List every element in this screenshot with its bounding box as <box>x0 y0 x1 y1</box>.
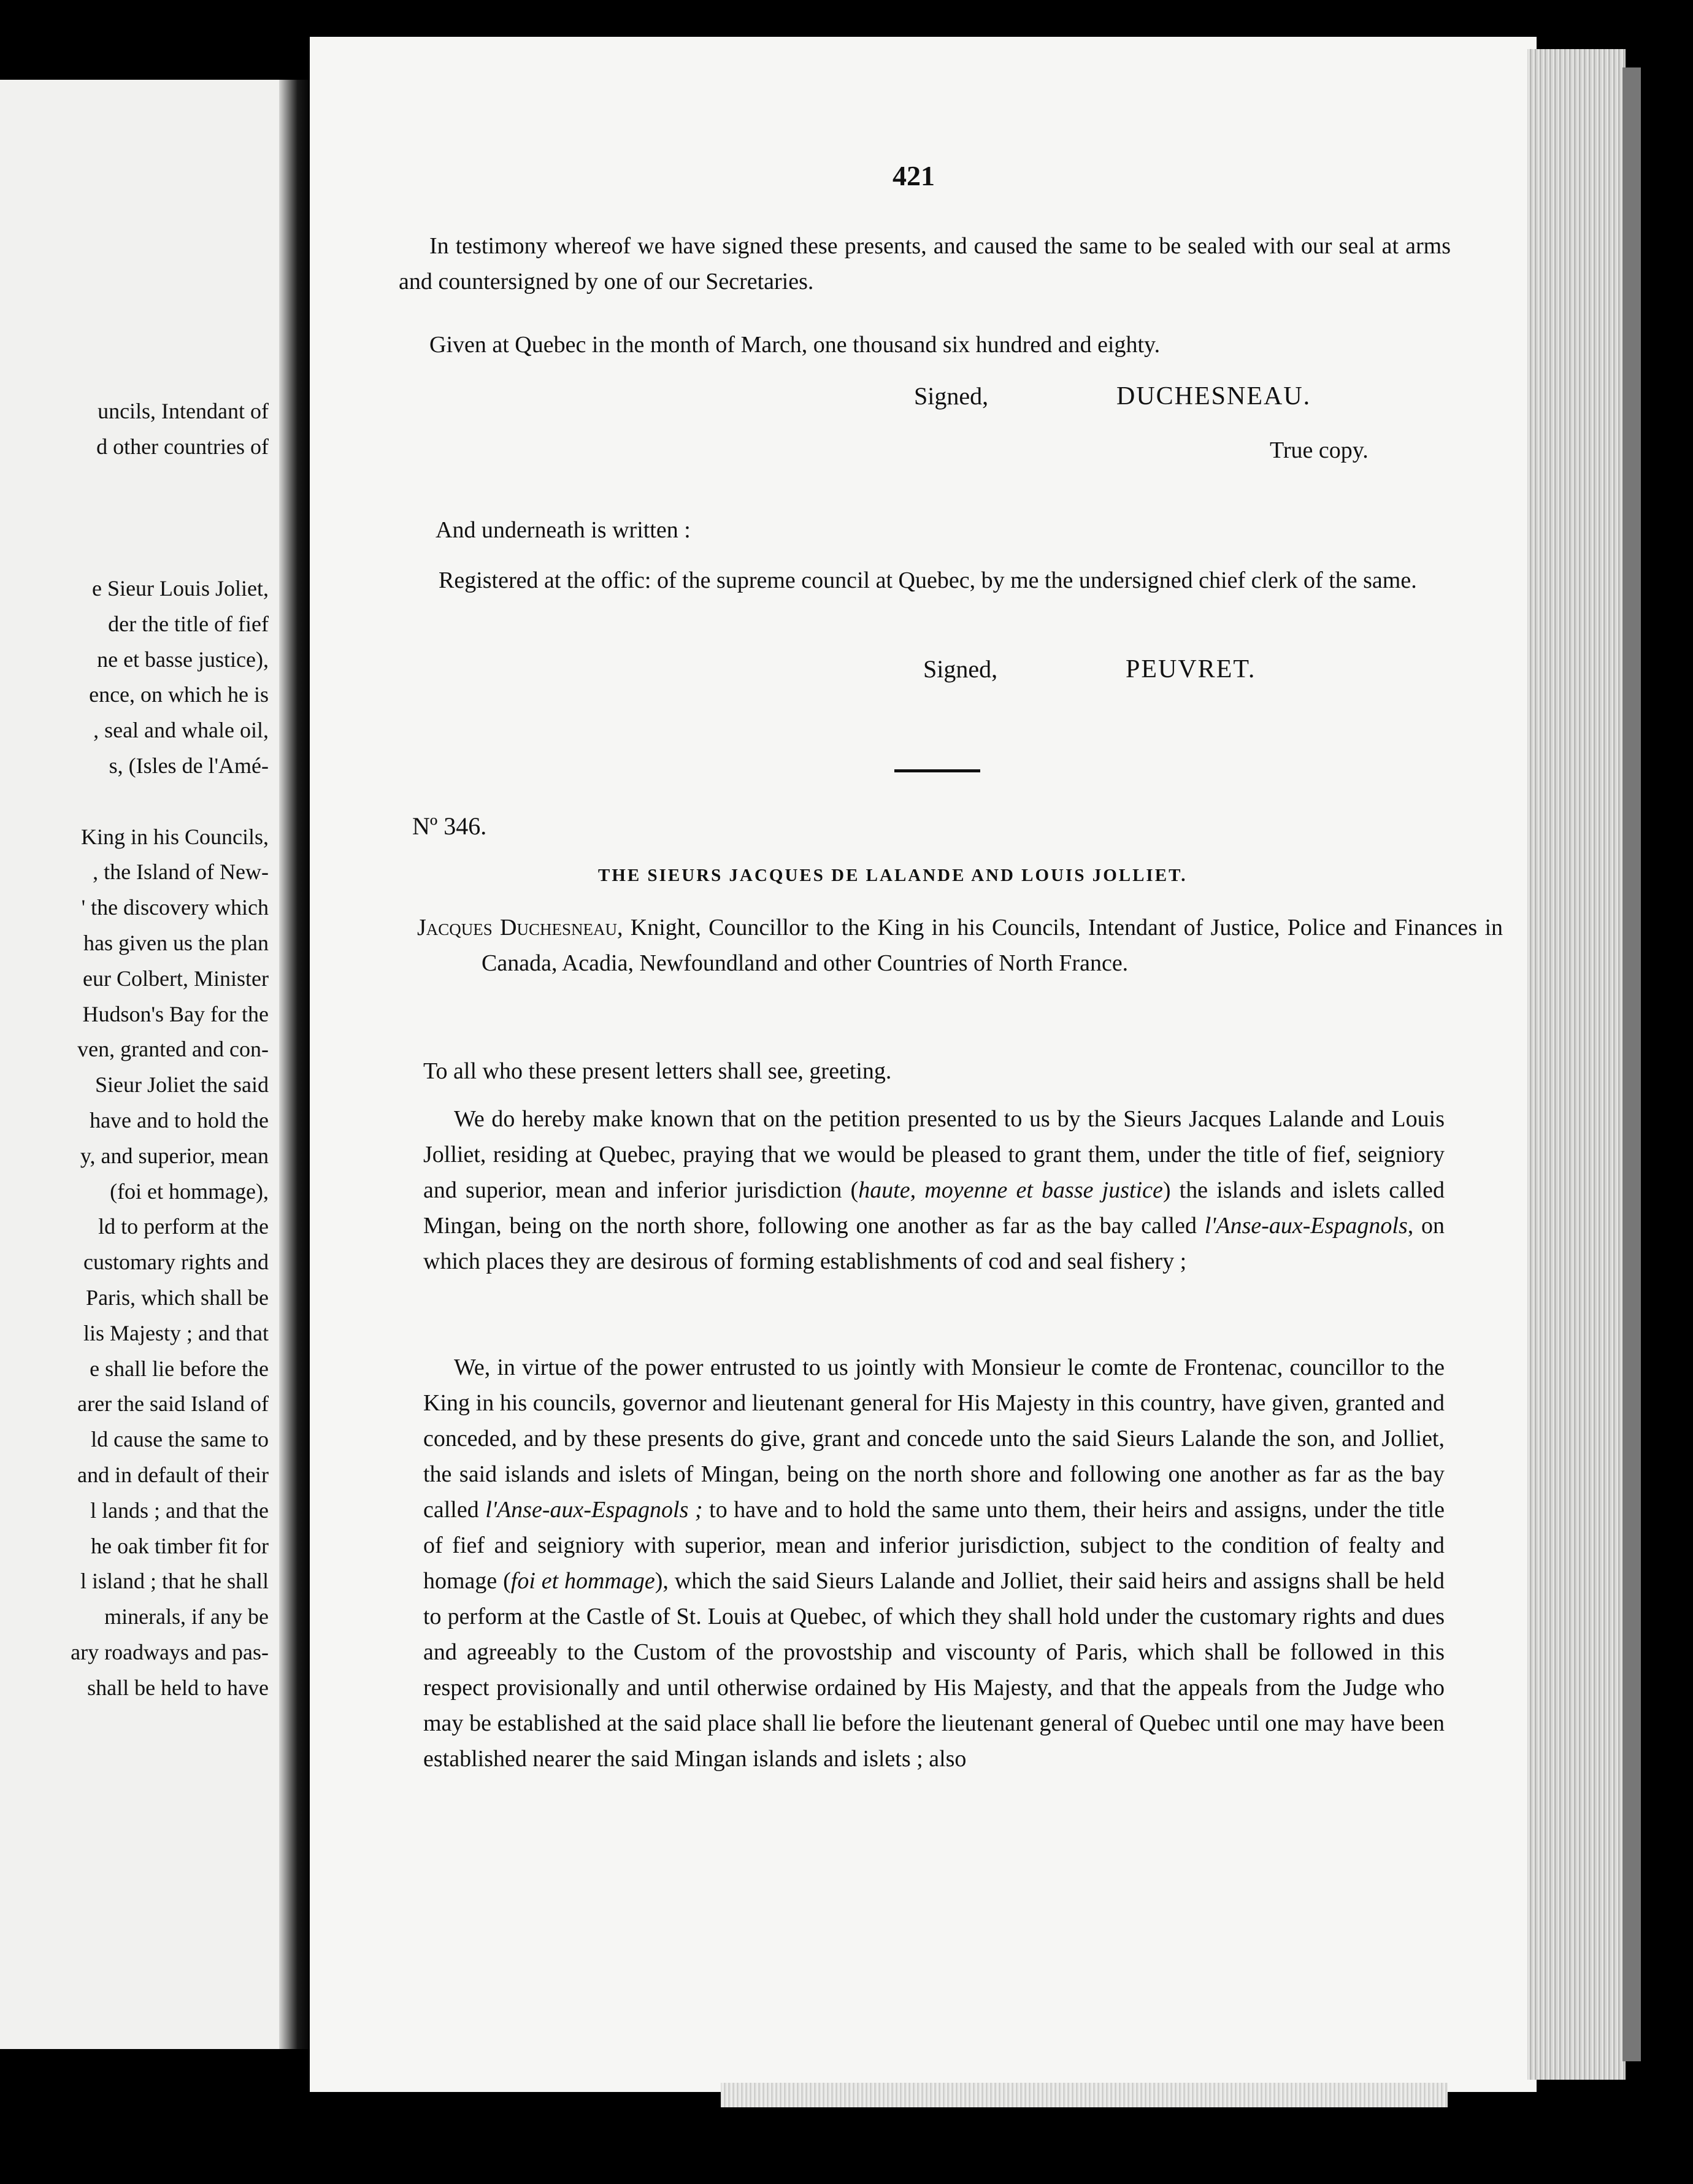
page-edges <box>1527 49 1626 2080</box>
left-page-line: Sieur Joliet the said <box>95 1072 269 1098</box>
italic-term: haute, moyenne et basse justice <box>858 1177 1163 1203</box>
left-page-line: Paris, which shall be <box>86 1285 269 1310</box>
left-page-line: eur Colbert, Minister <box>83 966 269 991</box>
left-page-line: ne et basse justice), <box>97 647 269 672</box>
left-page-line: shall be held to have <box>87 1675 269 1700</box>
petition-paragraph <box>423 1101 1445 1279</box>
text-run: , on which places they are desirous of forming establishments of cod and seal fishery ; <box>423 1213 1445 1274</box>
intendant-name: Jacques Duchesneau, <box>417 915 623 940</box>
left-page-line: customary rights and <box>83 1250 269 1275</box>
left-page-line: ld cause the same to <box>91 1427 269 1452</box>
left-page-line: Hudson's Bay for the <box>82 1001 269 1026</box>
left-page-line <box>71 536 269 571</box>
given-line: Given at Quebec in the month of March, one thousand six hundred and eighty. <box>429 332 1161 358</box>
left-page-line: arer the said Island of <box>77 1391 269 1417</box>
left-page-line: der the title of fief <box>108 611 269 636</box>
left-page-line: s, (Isles de l'Amé- <box>109 753 269 778</box>
left-page-line: y, and superior, mean <box>80 1143 269 1168</box>
text-run: We, in virtue of the power entrusted to us jointly with Monsieur le comte de Frontenac, councillor to the King in his councils, governor and lieutenant general for His Majesty in this country, have given, granted and conceded, and by these presents do give, grant and concede unto the said Sieurs Lalande the son, and Jolliet, the said islands and islets of Mingan, being on the north shore and following one another as far as the bay called <box>423 1355 1445 1523</box>
left-page-line: lis Majesty ; and that <box>83 1320 269 1345</box>
registered-paragraph: Registered at the offic: of the supreme council at Quebec, by me the undersigned chief clerk of the same. <box>439 567 1417 593</box>
signed-label: Signed, <box>914 382 989 410</box>
signer-name: DUCHESNEAU. <box>1116 382 1311 410</box>
text-run: ) the islands and islets called Mingan, being on the north shore, following one another as far as the bay called <box>423 1177 1445 1239</box>
left-facing-page <box>0 80 307 2049</box>
section-divider <box>894 769 980 772</box>
left-page-line: l island ; that he shall <box>80 1569 269 1594</box>
left-page-line: , the Island of New- <box>93 859 269 885</box>
left-page-text <box>71 394 269 1705</box>
left-page-line <box>71 500 269 536</box>
page-number: 421 <box>893 160 935 191</box>
left-page-line: uncils, Intendant of <box>98 399 269 423</box>
left-page-line: d other countries of <box>96 434 269 459</box>
testimony-paragraph: In testimony whereof we have signed these presents, and caused the same to be sealed with our seal at arms and countersigned by one of our Secretaries. <box>399 233 1451 294</box>
page-edge-shadow <box>1622 67 1641 2061</box>
signer-name: PEUVRET. <box>1126 655 1256 683</box>
left-page-line: , seal and whale oil, <box>93 718 269 743</box>
text-run: We do hereby make known that on the petition presented to us by the Sieurs Jacques Lalande and Louis Jolliet, residing at Quebec, praying that we would be pleased to grant them, under the title of fief, seigniory and superior, mean and inferior jurisdiction ( <box>423 1106 1445 1203</box>
left-page-line: e shall lie before the <box>90 1356 269 1381</box>
left-page-line: King in his Councils, <box>80 824 269 849</box>
left-page-line <box>71 784 269 820</box>
text-run: to have and to hold the same unto them, their heirs and assigns, under the title of fief and seigniory with superior, mean and inferior jurisdiction, subject to the condition of fealty and homage ( <box>423 1497 1445 1594</box>
italic-term: foi et hommage <box>510 1568 655 1594</box>
left-page-line: (foi et hommage), <box>110 1179 269 1204</box>
bottom-page-edges <box>721 2083 1448 2107</box>
intro-text: Knight, Councillor to the King in his Councils, Intendant of Justice, Police and Finances in Canada, Acadia, Newfoundland and other Countries of North France. <box>482 915 1503 976</box>
italic-term: l'Anse-aux-Espagnols <box>1204 1213 1408 1239</box>
entry-heading: THE SIEURS JACQUES DE LALANDE AND LOUIS JOLLIET. <box>598 866 1188 885</box>
left-page-line: ary roadways and pas- <box>71 1639 269 1664</box>
left-page-line: ld to perform at the <box>98 1214 269 1239</box>
greeting-line: To all who these present letters shall see, greeting. <box>423 1058 892 1084</box>
left-page-line <box>71 465 269 501</box>
left-page-line: l lands ; and that the <box>90 1498 269 1523</box>
underneath-line: And underneath is written : <box>436 517 691 543</box>
text-run: ), which the said Sieurs Lalande and Jolliet, their said heirs and assigns shall be held to perform at the Castle of St. Louis at Quebec, of which they shall hold under the customary rights and dues and agreeably to the Custom of the provostship and viscounty of Paris, which shall be followed in this respect provisionally and until otherwise ordained by His Majesty, and that the appeals from the Judge who may be established at the said place shall lie before the lieutenant general of Quebec until one may have been established nearer the said Mingan islands and islets ; also <box>423 1568 1445 1772</box>
left-page-line: has given us the plan <box>83 930 269 955</box>
italic-term: l'Anse-aux-Espagnols ; <box>485 1497 703 1523</box>
intro-paragraph <box>417 910 1503 981</box>
left-page-line: have and to hold the <box>90 1107 269 1132</box>
left-page-line: ence, on which he is <box>89 682 269 707</box>
left-page-line: ' the discovery which <box>81 895 269 920</box>
grant-paragraph <box>423 1350 1445 1777</box>
book-gutter <box>279 80 313 2049</box>
signed-label: Signed, <box>923 655 998 683</box>
entry-number: Nº 346. <box>412 812 487 840</box>
left-page-line: ven, granted and con- <box>77 1037 269 1062</box>
left-page-line: e Sieur Louis Joliet, <box>92 575 269 601</box>
left-page-line: he oak timber fit for <box>91 1533 269 1558</box>
left-page-line: and in default of their <box>77 1462 269 1487</box>
true-copy-note: True copy. <box>1270 437 1369 463</box>
left-page-line: minerals, if any be <box>104 1604 269 1629</box>
